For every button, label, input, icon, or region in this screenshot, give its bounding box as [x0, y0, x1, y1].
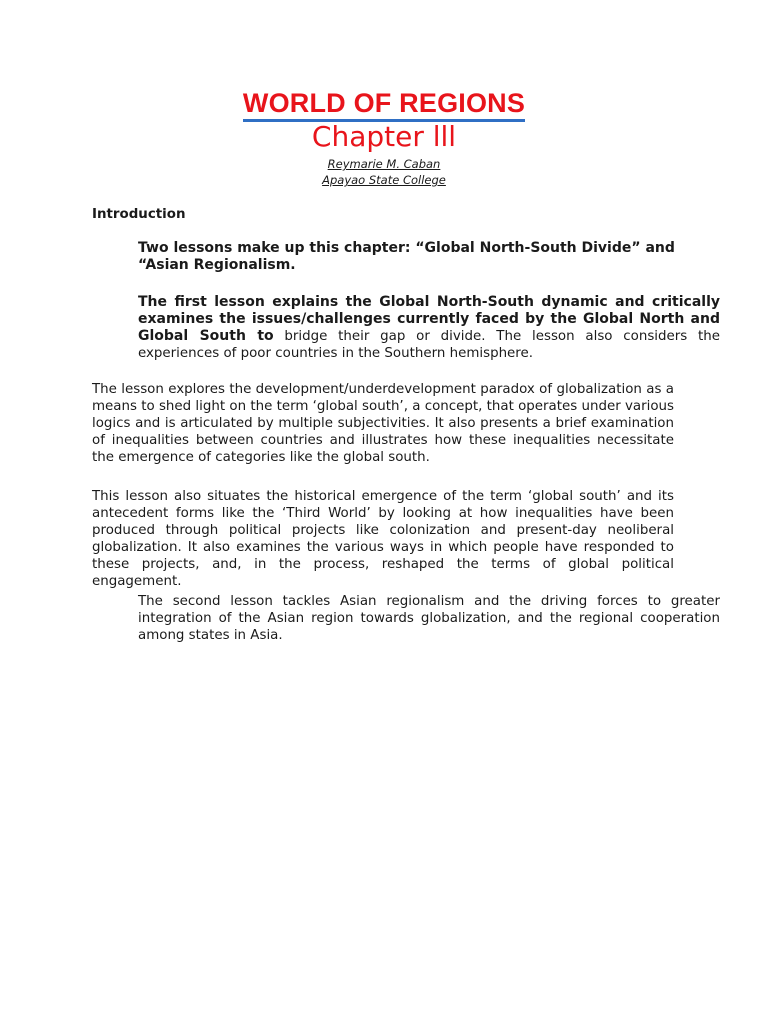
document-title — [0, 88, 768, 119]
paragraph-2-rest: bridge their gap or divide. The lesson also considers the experiences of poor countries in the Southern hemisphere. — [138, 329, 720, 361]
paragraph-2 — [92, 294, 720, 362]
chapter-heading: Chapter lll — [311, 120, 457, 153]
document-title-text: WORLD OF REGIONS — [243, 88, 525, 122]
institution-name: Apayao State College — [322, 173, 446, 187]
paragraph-2-bold: The first lesson explains the Global North-South dynamic and critically examines the issues/challenges currently faced by the Global North and Global South to — [138, 294, 720, 344]
paragraph-4: This lesson also situates the historical emergence of the term ‘global south’ and its antecedent forms like the ‘Third World’ by looking at how inequalities have been produced through political projects like colonization and present-day neoliberal globalization. It also examines the various ways in which people have responded to these projects, and, in the process, reshaped the terms of global political engagement. — [92, 489, 674, 589]
section-heading: Introduction — [92, 207, 186, 222]
paragraph-3: The lesson explores the development/underdevelopment paradox of globalization as a means to shed light on the term ‘global south’, a concept, that operates under various logics and is articulated by multiple subjectivities. It also presents a brief examination of inequalities between countries and illustrates how these inequalities necessitate the emergence of categories like the global south. — [92, 382, 674, 465]
paragraph-1: Two lessons make up this chapter: “Global North-South Divide” and “Asian Regionalism. — [138, 240, 675, 273]
author-name: Reymarie M. Caban — [327, 157, 441, 171]
paragraph-5: The second lesson tackles Asian regionalism and the driving forces to greater integration of the Asian region towards globalization, and the regional cooperation among states in Asia. — [138, 594, 720, 643]
